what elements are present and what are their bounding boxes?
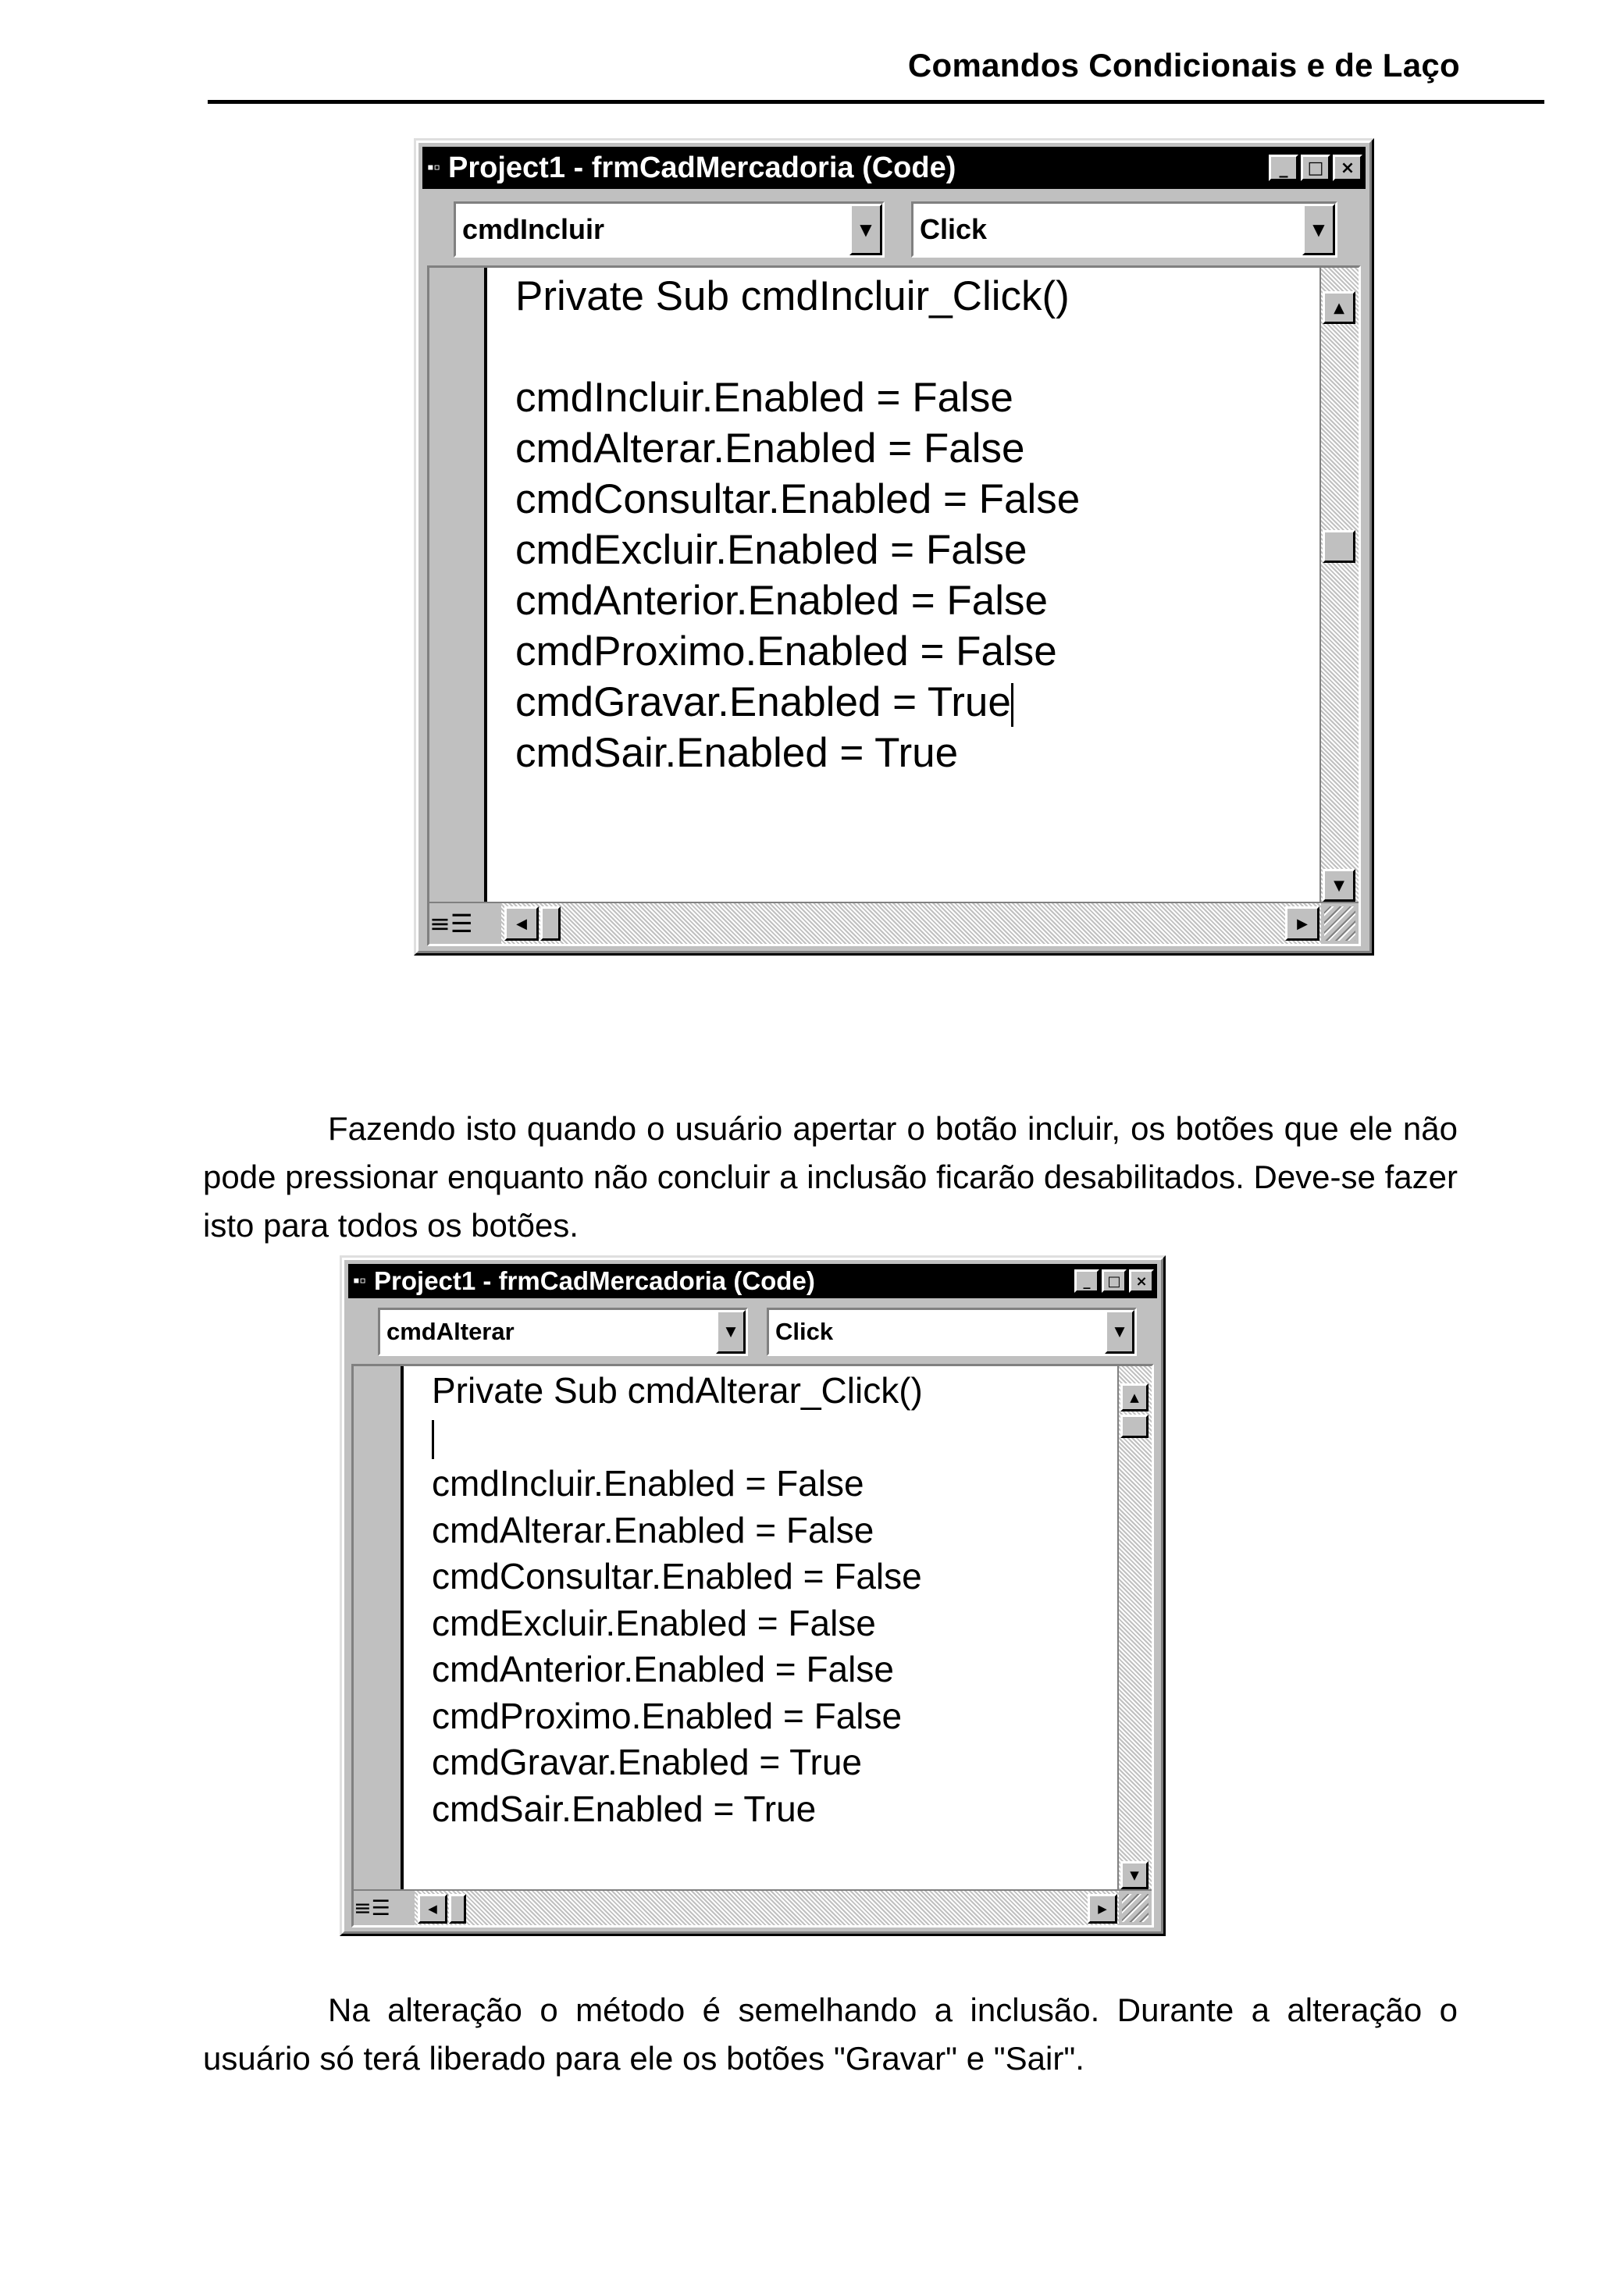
procedure-dropdown[interactable] [911,201,1337,258]
running-header: Comandos Condicionais e de Laço [907,47,1460,84]
window-title: Project1 - frmCadMercadoria (Code) [448,151,956,184]
text-caret [432,1420,434,1459]
code-line: cmdSair.Enabled = True [432,1788,817,1829]
procedure-dropdown-value: Click [920,213,988,245]
scroll-down-icon[interactable]: ▼ [1120,1861,1149,1889]
paragraph-text: Na alteração o método é semelhando a inclusão. Durante a alteração o usuário só terá liberado para ele os botões "Gravar" e "Sair". [203,1992,1458,2077]
chevron-down-icon[interactable]: ▼ [1302,204,1335,255]
title-bar[interactable] [348,1264,1157,1298]
scroll-right-icon[interactable]: ▶ [1285,906,1319,941]
code-line: cmdExcluir.Enabled = False [432,1602,876,1643]
paragraph-text: Fazendo isto quando o usuário apertar o botão incluir, os botões que ele não pode pressionar enquanto não concluir a inclusão ficarão desabilitados. Deve-se fazer isto para todos os botões. [203,1110,1458,1244]
code-line: cmdSair.Enabled = True [515,730,959,776]
code-line: cmdExcluir.Enabled = False [515,527,1027,573]
header-rule [208,100,1544,104]
code-line: cmdAlterar.Enabled = False [515,425,1025,472]
chevron-down-icon[interactable]: ▼ [716,1310,746,1354]
vertical-scrollbar[interactable] [1117,1366,1152,1889]
code-line: Private Sub cmdIncluir_Click() [515,273,1070,319]
view-toggle-icons[interactable]: ≡☰ [429,903,501,944]
chevron-down-icon[interactable]: ▼ [849,204,882,255]
chevron-down-icon[interactable]: ▼ [1105,1310,1134,1354]
code-window-icon: ▪▫ [427,157,441,178]
procedure-dropdown[interactable] [767,1308,1137,1356]
close-button[interactable]: × [1129,1269,1154,1293]
close-button[interactable]: × [1333,155,1362,181]
scroll-thumb[interactable] [449,1894,466,1924]
text-caret [1011,683,1013,727]
scroll-right-icon[interactable]: ▶ [1088,1894,1117,1924]
procedure-dropdown-value: Click [775,1318,834,1345]
code-line: cmdGravar.Enabled = True [432,1742,863,1782]
code-line: cmdAlterar.Enabled = False [432,1509,874,1550]
scroll-thumb[interactable] [1120,1415,1149,1438]
code-line: cmdAnterior.Enabled = False [432,1649,894,1689]
minimize-button[interactable]: _ [1074,1269,1099,1293]
window-title: Project1 - frmCadMercadoria (Code) [374,1266,815,1295]
code-window-incluir [414,138,1374,956]
title-bar[interactable] [422,147,1366,189]
code-line: cmdIncluir.Enabled = False [515,375,1013,421]
code-area[interactable] [351,1364,1154,1928]
code-line: cmdProximo.Enabled = False [515,628,1057,675]
minimize-button[interactable]: _ [1269,155,1298,181]
scroll-thumb[interactable] [540,906,561,941]
code-line-text: cmdGravar.Enabled = True [515,679,1011,725]
code-line: cmdConsultar.Enabled = False [432,1556,922,1597]
horizontal-scrollbar[interactable] [354,1889,1152,1925]
view-toggle-icons[interactable]: ≡☰ [354,1891,415,1925]
scroll-thumb[interactable] [1323,530,1355,563]
code-lines [432,1368,923,1832]
scroll-left-icon[interactable]: ◀ [504,906,539,941]
vertical-scrollbar[interactable] [1319,268,1359,902]
code-line: cmdIncluir.Enabled = False [432,1463,864,1504]
resize-grip-icon[interactable] [1119,1891,1152,1925]
scroll-down-icon[interactable]: ▼ [1323,869,1355,902]
code-line: cmdAnterior.Enabled = False [515,578,1049,624]
paragraph-intro [203,1105,1458,1250]
code-window-icon: ▪▫ [353,1270,367,1291]
resize-grip-icon[interactable] [1321,903,1359,944]
code-window-alterar [340,1255,1166,1936]
code-line-with-caret [432,1415,923,1461]
horizontal-scrollbar[interactable] [429,902,1359,944]
margin-gutter [354,1366,404,1925]
maximize-button[interactable]: □ [1102,1269,1127,1293]
margin-gutter [429,268,487,944]
scroll-up-icon[interactable]: ▲ [1323,291,1355,324]
code-line: cmdConsultar.Enabled = False [515,476,1081,522]
code-lines [515,271,1080,778]
code-line-with-caret [515,677,1080,728]
code-line [515,322,1080,372]
scroll-left-icon[interactable]: ◀ [418,1894,447,1924]
code-line: cmdProximo.Enabled = False [432,1695,903,1736]
object-dropdown-value: cmdIncluir [462,213,605,245]
code-area[interactable] [427,265,1361,946]
code-line: Private Sub cmdAlterar_Click() [432,1370,923,1411]
paragraph-alteracao [203,1986,1458,2083]
object-dropdown[interactable] [454,201,885,258]
maximize-button[interactable]: □ [1301,155,1330,181]
object-dropdown[interactable] [378,1308,748,1356]
scroll-up-icon[interactable]: ▲ [1120,1383,1149,1411]
object-dropdown-value: cmdAlterar [386,1318,515,1345]
